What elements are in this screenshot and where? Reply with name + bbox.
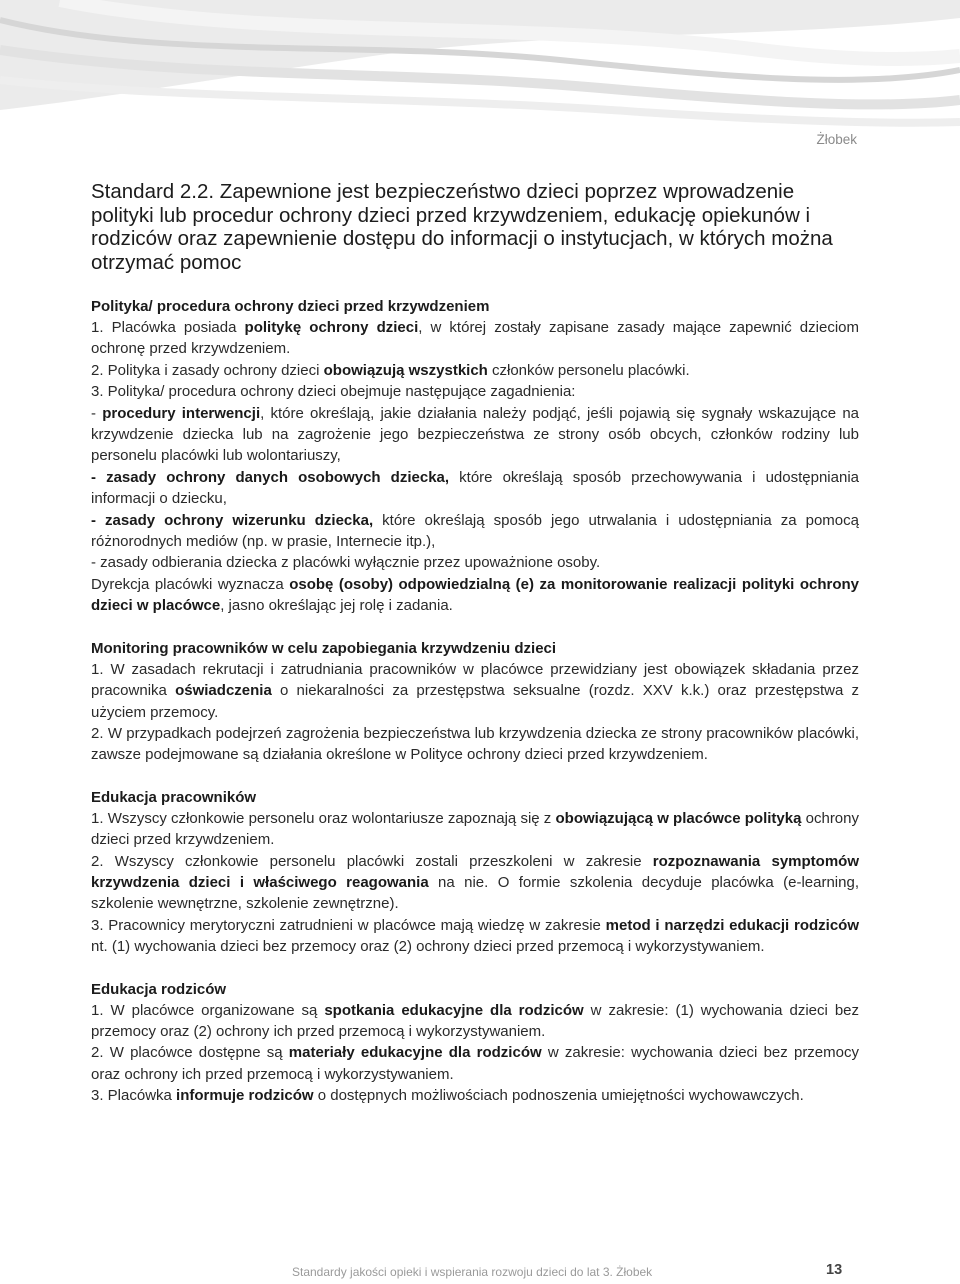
policy-paragraph-1: 1. Placówka posiada politykę ochrony dzieci, w której zostały zapisane zasady mające zapewnić dzieciom ochronę przed krzywdzeniem.	[91, 319, 859, 358]
staff-education-paragraph-1: 1. Wszyscy członkowie personelu oraz wolontariusze zapoznają się z obowiązującą w placówce polityką ochrony dzieci przed krzywdzeniem.	[91, 809, 859, 849]
policy-bullet-1: - procedury interwencji, które określają, jakie działania należy podjąć, jeśli pojawią się sygnały wskazujące na krzywdzenie dziecka lub na zagrożenie jego bezpieczeństwa ze strony osób obcych, członków rodziny lub personelu placówki lub wolontariuszy,	[91, 404, 860, 465]
policy-paragraph-2: 2. Polityka i zasady ochrony dzieci obowiązują wszystkich członków personelu placówki.	[91, 361, 690, 379]
section-heading-parent-education: Edukacja rodziców	[91, 980, 227, 998]
section-heading-monitoring: Monitoring pracowników w celu zapobiegania krzywdzeniu dzieci	[91, 639, 557, 657]
page-number: 13	[826, 1262, 843, 1278]
monitoring-paragraph-2: 2. W przypadkach podejrzeń zagrożenia bezpieczeństwa lub krzywdzenia dziecka ze strony pracowników placówki, zawsze podejmowane są działania określone w Polityce ochrony dzieci przed krzywdzeniem.	[91, 724, 859, 764]
decorative-wave-header	[0, 0, 960, 140]
policy-bullet-2: - zasady ochrony danych osobowych dziecka, które określają sposób przechowywania i udostępniania informacji o dziecku,	[91, 468, 859, 508]
standard-number: Standard 2.2.	[91, 180, 215, 203]
section-heading-staff-education: Edukacja pracowników	[91, 788, 257, 806]
policy-bullet-3: - zasady ochrony wizerunku dziecka, które określają sposób jego utrwalania i udostępniania za pomocą różnorodnych mediów (np. w prasie, Internecie itp.),	[91, 511, 859, 551]
staff-education-paragraph-3: 3. Pracownicy merytoryczni zatrudnieni w placówce mają wiedzę w zakresie metod i narzędzi edukacji rodziców nt. (1) wychowania dzieci bez przemocy oraz (2) ochrony dzieci przed przemocą i wykorzystywaniem.	[91, 916, 859, 956]
document-body	[91, 180, 859, 1107]
standard-title	[91, 180, 859, 274]
footer-text: Standardy jakości opieki i wspierania rozwoju dzieci do lat 3. Żłobek	[292, 1265, 653, 1279]
parent-education-paragraph-1: 1. W placówce organizowane są spotkania edukacyjne dla rodziców w zakresie: (1) wychowania dzieci bez przemocy oraz (2) ochrony ich przed przemocą i wykorzystywaniem.	[91, 1001, 859, 1040]
parent-education-paragraph-3: 3. Placówka informuje rodziców o dostępnych możliwościach podnoszenia umiejętności wychowawczych.	[91, 1087, 804, 1105]
standard-title-text: Zapewnione jest bezpieczeństwo dzieci poprzez wprowadzenie polityki lub procedur ochrony dzieci przed krzywdzeniem, edukację opiekunów i rodziców oraz zapewnienie dostępu do informacji o instytucjach, w których można otrzymać pomoc	[91, 180, 833, 274]
section-label: Żłobek	[816, 132, 857, 147]
monitoring-paragraph-1: 1. W zasadach rekrutacji i zatrudniania pracowników w placówce przewidziany jest obowiązek składania przez pracownika oświadczenia o niekaralności za przestępstwa seksualne (rozdz. XXV k.k.) oraz przestępstwa z użyciem przemocy.	[91, 660, 860, 721]
parent-education-paragraph-2: 2. W placówce dostępne są materiały edukacyjne dla rodziców w zakresie: wychowania dzieci bez przemocy oraz ochrony ich przed przemocą i wykorzystywaniem.	[91, 1044, 859, 1083]
staff-education-paragraph-2: 2. Wszyscy członkowie personelu placówki zostali przeszkoleni w zakresie rozpoznawania symptomów krzywdzenia dzieci i właściwego reagowania na nie. O formie szkolenia decyduje placówka (e-learning, szkolenie wewnętrzne, szkolenie zewnętrzne).	[91, 852, 859, 913]
policy-paragraph-4: Dyrekcja placówki wyznacza osobę (osoby) odpowiedzialną (e) za monitorowanie realizacji polityki ochrony dzieci w placówce, jasno określając jej rolę i zadania.	[91, 575, 860, 615]
section-heading-policy: Polityka/ procedura ochrony dzieci przed krzywdzeniem	[91, 298, 490, 315]
policy-paragraph-3: 3. Polityka/ procedura ochrony dzieci obejmuje następujące zagadnienia:	[91, 383, 576, 401]
policy-bullet-4: - zasady odbierania dziecka z placówki wyłącznie przez upoważnione osoby.	[91, 554, 601, 572]
